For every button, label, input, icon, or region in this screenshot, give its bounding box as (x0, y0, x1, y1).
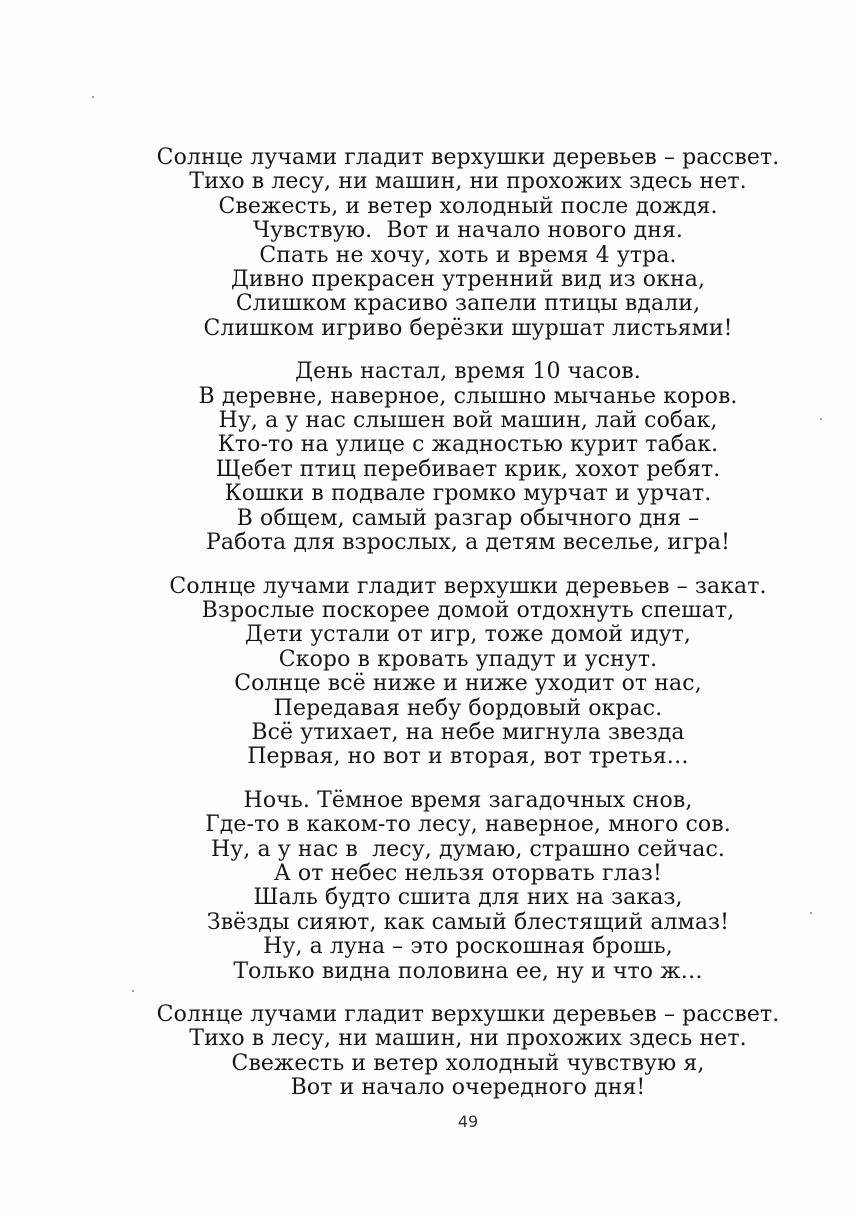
poem-line: Кто-то на улице с жадностью курит табак. (217, 432, 719, 458)
poem-line: Ну, а луна – это роскошная брошь, (263, 934, 673, 960)
poem-line: Тихо в лесу, ни машин, ни прохожих здесь нет. (189, 169, 747, 195)
stanza-5 (0, 1003, 856, 1101)
poem-line: Солнце всё ниже и ниже уходит от нас, (234, 671, 702, 697)
poem-line: Где-то в каком-то лесу, наверное, много сов. (205, 812, 731, 838)
poem-line: Шаль будто сшита для них на заказ, (253, 885, 683, 911)
poem-line: Солнце лучами гладит верхушки деревьев – рассвет. (156, 145, 780, 170)
poem-line: А от небес нельзя оторвать глаз! (274, 860, 662, 886)
poem-line: Звёзды сияют, как самый блестящий алмаз! (206, 909, 730, 935)
poem-line: Ночь. Тёмное время загадочных снов, (243, 787, 693, 813)
poem-line: В общем, самый разгар обычного дня – (236, 505, 700, 531)
poem (0, 146, 856, 1120)
poem-line: Кошки в подвале громко мурчат и урчат. (224, 481, 712, 507)
poem-line: Чувствую. Вот и начало нового дня. (252, 218, 684, 244)
poem-line: Спать не хочу, хоть и время 4 утра. (259, 242, 677, 268)
poem-line: Работа для взрослых, а детям веселье, игра! (205, 530, 731, 556)
poem-line: Первая, но вот и вторая, вот третья… (247, 744, 689, 770)
poem-line: Только видна половина ее, ну и что ж… (233, 958, 703, 984)
poem-line: Слишком игриво берёзки шуршат листьями! (203, 315, 733, 341)
stanza-4 (0, 789, 856, 984)
poem-line: День настал, время 10 часов. (295, 359, 641, 385)
poem-line: Дивно прекрасен утренний вид из окна, (230, 267, 706, 293)
poem-line: Передавая небу бордовый окрас. (273, 695, 663, 721)
poem-line: Слишком красиво запели птицы вдали, (235, 291, 701, 317)
poem-line: В деревне, наверное, слышно мычанье коров. (198, 383, 738, 409)
poem-line: Тихо в лесу, ни машин, ни прохожих здесь нет. (189, 1026, 747, 1052)
poem-line: Свежесть и ветер холодный чувствую я, (231, 1050, 705, 1076)
poem-line: Дети устали от игр, тоже домой идут, (245, 622, 691, 648)
poem-line: Солнце лучами гладит верхушки деревьев – рассвет. (156, 1002, 780, 1027)
stanza-1 (0, 146, 856, 341)
stanza-3 (0, 575, 856, 770)
page-number: 49 (457, 1112, 479, 1131)
poem-line: Вот и начало очередного дня! (290, 1075, 646, 1101)
stanza-2 (0, 360, 856, 555)
paper-speck (92, 96, 94, 98)
poem-line: Ну, а у нас в лесу, думаю, страшно сейчас. (210, 836, 726, 862)
poem-line: Ну, а у нас слышен вой машин, лай собак, (218, 408, 718, 434)
poem-line: Скоро в кровать упадут и уснут. (278, 646, 658, 672)
poem-line: Солнце лучами гладит верхушки деревьев – закат. (169, 573, 767, 599)
poem-line: Свежесть, и ветер холодный после дождя. (218, 193, 718, 219)
poem-line: Щебет птиц перебивает крик, хохот ребят. (215, 456, 721, 482)
poem-line: Взрослые поскорее домой отдохнуть спешат, (201, 597, 735, 623)
poem-line: Всё утихает, на небе мигнула звезда (251, 719, 685, 745)
